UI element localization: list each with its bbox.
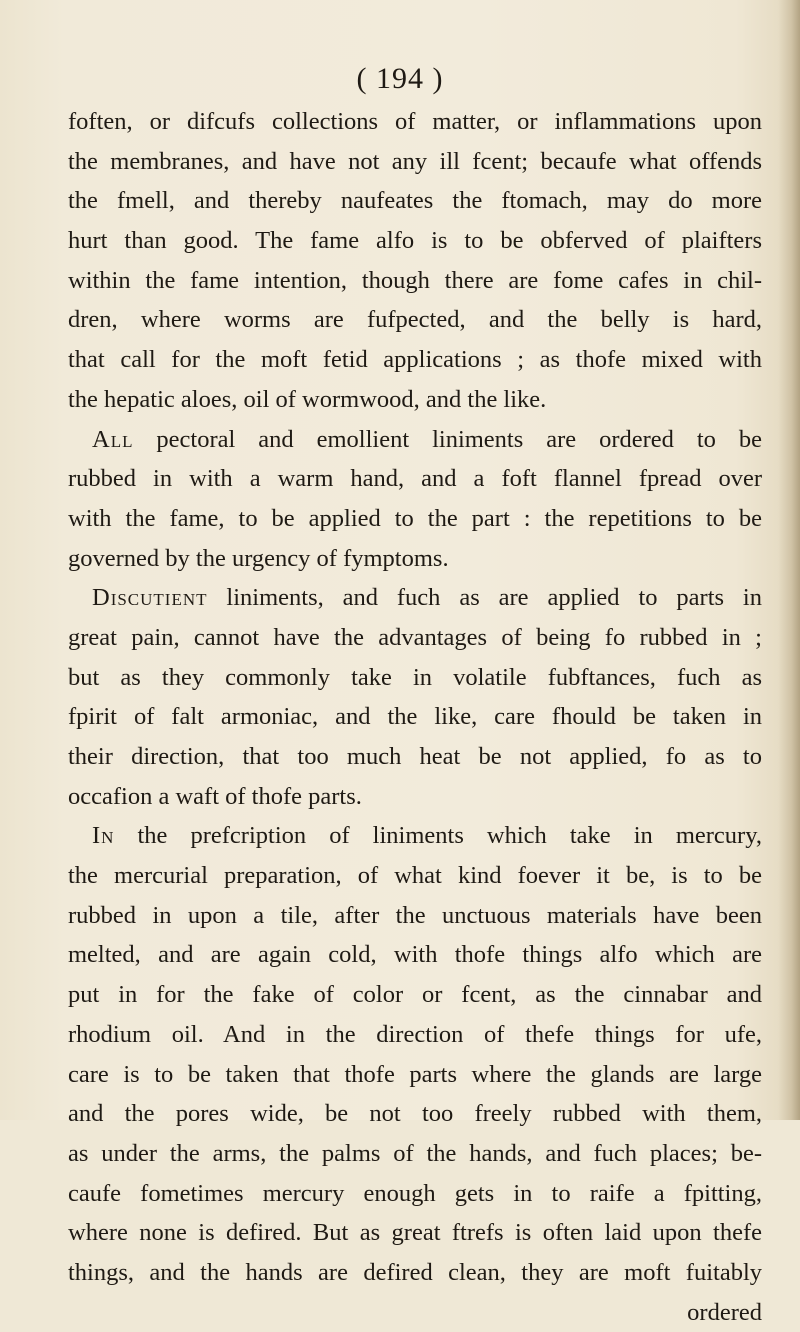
paragraph-lead-word: In [92, 822, 115, 850]
paragraph-lead-word: Discutient [92, 584, 208, 612]
text-line [68, 1253, 762, 1293]
text-line [68, 737, 762, 777]
text-line [68, 1094, 762, 1134]
line-text: with the fame, to be applied to the part : the repetitions to be [68, 504, 762, 532]
line-text: things, and the hands are defired clean, they are moft fuitably [68, 1258, 762, 1286]
text-line [68, 896, 762, 936]
text-line [68, 1055, 762, 1095]
line-text: rubbed in with a warm hand, and a foft flannel fpread over [68, 465, 762, 493]
line-text: and the pores wide, be not too freely rubbed with them, [68, 1100, 762, 1128]
text-line [68, 380, 762, 420]
line-text: their direction, that too much heat be not applied, fo as to [68, 743, 762, 770]
line-text: fpirit of falt armoniac, and the like, care fhould be taken in [68, 703, 762, 731]
text-line [68, 300, 762, 340]
text-line [68, 261, 762, 301]
text-line [68, 1134, 762, 1174]
line-text: rhodium oil. And in the direction of thefe things for ufe, [68, 1020, 762, 1048]
text-line [68, 777, 762, 817]
line-text: great pain, cannot have the advantages of being fo rubbed in ; [68, 623, 762, 651]
text-line [68, 935, 762, 975]
line-text: but as they commonly take in volatile fubftances, fuch as [68, 663, 762, 691]
paragraph-lead-word: All [92, 425, 134, 453]
text-line [68, 975, 762, 1015]
line-text: as under the arms, the palms of the hands, and fuch places; be- [68, 1139, 762, 1167]
text-line [68, 539, 762, 579]
text-line [68, 499, 762, 539]
line-text: the mercurial preparation, of what kind foever it be, is to be [68, 862, 762, 890]
line-text: put in for the fake of color or fcent, as the cinnabar and [68, 981, 762, 1009]
line-text: rubbed in upon a tile, after the unctuous materials have been [68, 901, 762, 929]
line-text: melted, and are again cold, with thofe things alfo which are [68, 941, 762, 969]
text-line [68, 459, 762, 499]
line-text: within the fame intention, though there are fome cafes in chil- [68, 266, 762, 294]
line-text: the fmell, and thereby naufeates the ftomach, may do more [68, 187, 762, 215]
text-line [68, 697, 762, 737]
text-line [68, 1293, 762, 1332]
line-text: dren, where worms are fufpected, and the belly is hard, [68, 306, 762, 334]
text-line [68, 221, 762, 261]
text-line [68, 578, 762, 618]
line-text: liniments, and fuch as are applied to parts in [207, 584, 762, 612]
text-line [68, 816, 762, 856]
text-line [68, 1213, 762, 1253]
text-line [68, 181, 762, 221]
line-text: caufe fometimes mercury enough gets in to raife a fpitting, [68, 1179, 762, 1207]
line-text: the hepatic aloes, oil of wormwood, and the like. [68, 385, 547, 413]
text-line [68, 658, 762, 698]
line-text: hurt than good. The fame alfo is to be obferved of plaifters [68, 227, 762, 255]
text-line [68, 1174, 762, 1214]
line-text: where none is defired. But as great ftrefs is often laid upon thefe [68, 1219, 762, 1247]
line-text: that call for the moft fetid applications ; as thofe mixed with [68, 346, 762, 374]
line-text: care is to be taken that thofe parts where the glands are large [68, 1060, 762, 1088]
line-text: occafion a waft of thofe parts. [68, 782, 362, 810]
line-text: the prefcription of liniments which take in mercury, [114, 822, 762, 850]
text-line [68, 618, 762, 658]
text-line [68, 420, 762, 460]
body-text [68, 102, 762, 1332]
line-text: ordered [687, 1298, 762, 1326]
text-line [68, 1015, 762, 1055]
text-line [68, 102, 762, 142]
text-line [68, 856, 762, 896]
page-edge-shadow [778, 0, 800, 1120]
line-text: pectoral and emollient liniments are ordered to be [133, 425, 762, 453]
line-text: the membranes, and have not any ill fcent; becaufe what offends [68, 147, 762, 175]
text-line [68, 142, 762, 182]
page-number: ( 194 ) [356, 62, 444, 95]
line-text: governed by the urgency of fymptoms. [68, 544, 449, 572]
line-text: foften, or difcufs collections of matter, or inflammations upon [68, 108, 762, 135]
text-line [68, 340, 762, 380]
